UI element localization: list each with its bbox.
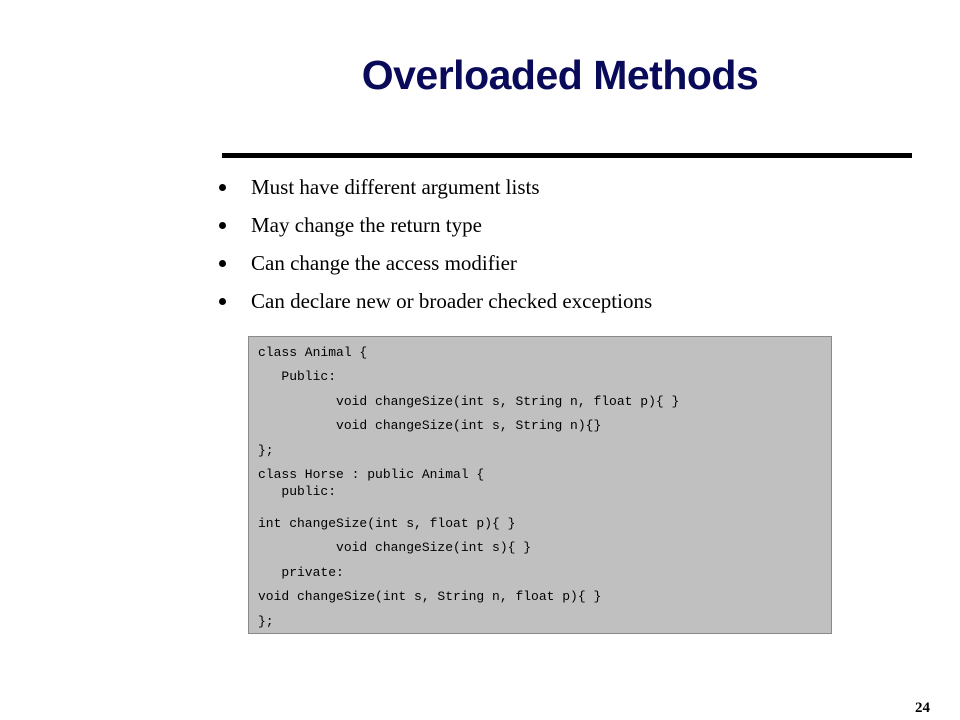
bullet-dot-icon [219, 222, 226, 229]
bullet-dot-icon [219, 298, 226, 305]
bullet-dot-icon [219, 260, 226, 267]
bullet-item [218, 282, 652, 320]
code-line: private: [258, 564, 344, 580]
code-line: int changeSize(int s, float p){ } [258, 515, 516, 531]
bullet-text: Must have different argument lists [251, 175, 540, 199]
code-line: class Horse : public Animal { public: [258, 466, 485, 499]
bullet-item [218, 244, 652, 282]
code-line: class Animal { [258, 345, 368, 360]
code-line: }; [258, 442, 274, 458]
code-line: void changeSize(int s, String n){} [258, 418, 602, 434]
bullet-text: May change the return type [251, 213, 482, 237]
bullet-text: Can change the access modifier [251, 251, 517, 275]
page-number: 24 [915, 700, 930, 716]
bullet-dot-icon [219, 184, 226, 191]
code-line: void changeSize(int s, String n, float p){ } [258, 393, 680, 409]
code-line: void changeSize(int s){ } [258, 540, 532, 556]
bullet-item [218, 168, 652, 206]
title-divider [222, 153, 912, 158]
code-line: Public: [258, 369, 337, 385]
bullet-list [218, 168, 652, 320]
code-line: void changeSize(int s, String n, float p){ } [258, 589, 602, 605]
code-line: }; [258, 613, 274, 629]
slide-title: Overloaded Methods [361, 52, 759, 98]
code-block [248, 336, 832, 634]
bullet-text: Can declare new or broader checked exceptions [251, 289, 653, 313]
bullet-item [218, 206, 652, 244]
